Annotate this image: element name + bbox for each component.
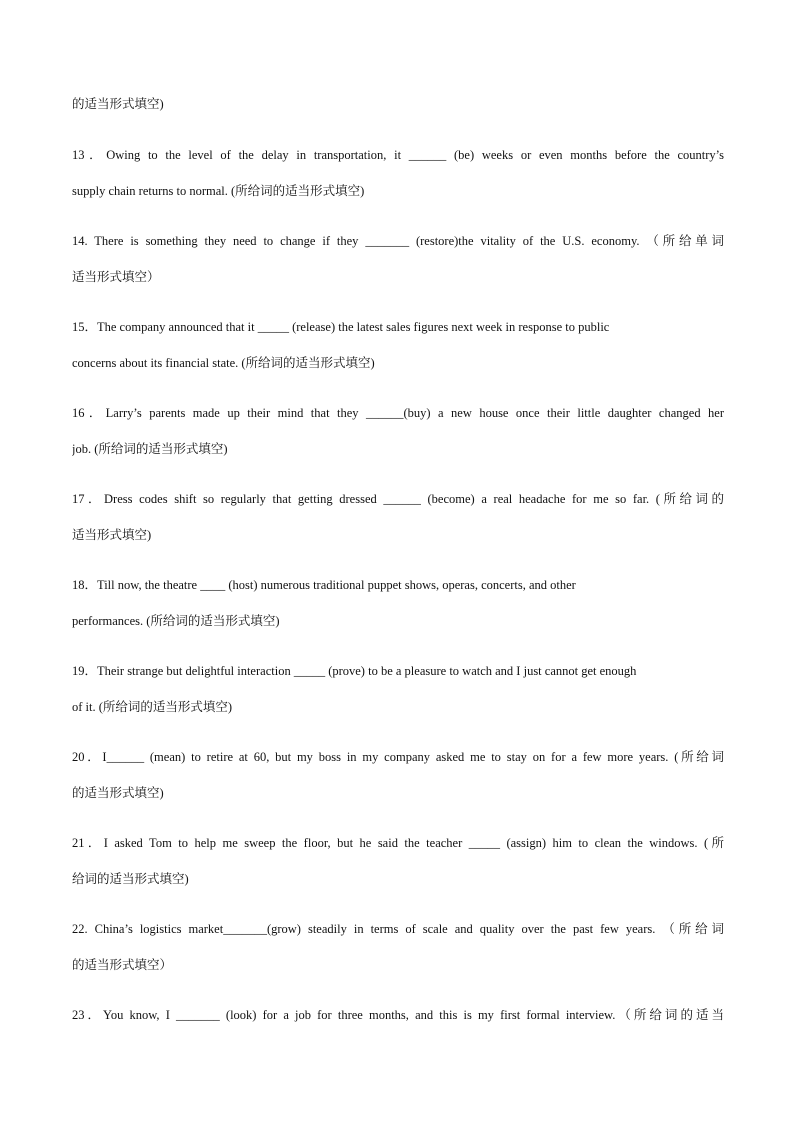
question-19-line-1: 19．Their strange but delightful interaction _____ (prove) to be a pleasure to watch and I just cannot get enough [72,664,637,678]
question-15-line-2: concerns about its financial state. (所给词的适当形式填空) [72,356,375,370]
question-13-line-1: 13．Owing to the level of the delay in transportation, it ______ (be) weeks or even months before the country’s [72,148,724,162]
question-22-line-1: 22. China’s logistics market_______(grow) steadily in terms of scale and quality over the past few years. （所给词 [72,922,724,936]
question-12-continuation: 的适当形式填空) [72,97,164,111]
question-15-line-1: 15．The company announced that it _____ (release) the latest sales figures next week in response to public [72,320,610,334]
question-23-line-1: 23．You know, I _______ (look) for a job for three months, and this is my first formal interview.（所给词的适当 [72,1008,724,1022]
question-17-line-2: 适当形式填空) [72,528,152,542]
question-14-line-1: 14. There is something they need to change if they _______ (restore)the vitality of the U.S. economy. （所给单词 [72,234,724,248]
question-18-line-2: performances. (所给词的适当形式填空) [72,614,280,628]
question-18-line-1: 18．Till now, the theatre ____ (host) numerous traditional puppet shows, operas, concerts, and other [72,578,576,592]
question-16-line-1: 16．Larry’s parents made up their mind that they ______(buy) a new house once their little daughter changed her [72,406,724,420]
question-22-line-2: 的适当形式填空） [72,958,173,972]
question-20-line-1: 20．I______ (mean) to retire at 60, but my boss in my company asked me to stay on for a few more years. (所给词 [72,750,724,764]
question-19-line-2: of it. (所给词的适当形式填空) [72,700,233,714]
question-13-line-2: supply chain returns to normal. (所给词的适当形式填空) [72,184,365,198]
question-21-line-2: 给词的适当形式填空) [72,872,189,886]
question-21-line-1: 21．I asked Tom to help me sweep the floor, but he said the teacher _____ (assign) him to clean the windows. (所 [72,836,724,850]
question-14-line-2: 适当形式填空） [72,270,160,284]
question-20-line-2: 的适当形式填空) [72,786,164,800]
question-17-line-1: 17．Dress codes shift so regularly that getting dressed ______ (become) a real headache for me so far. (所给词的 [72,492,724,506]
question-16-line-2: job. (所给词的适当形式填空) [72,442,228,456]
